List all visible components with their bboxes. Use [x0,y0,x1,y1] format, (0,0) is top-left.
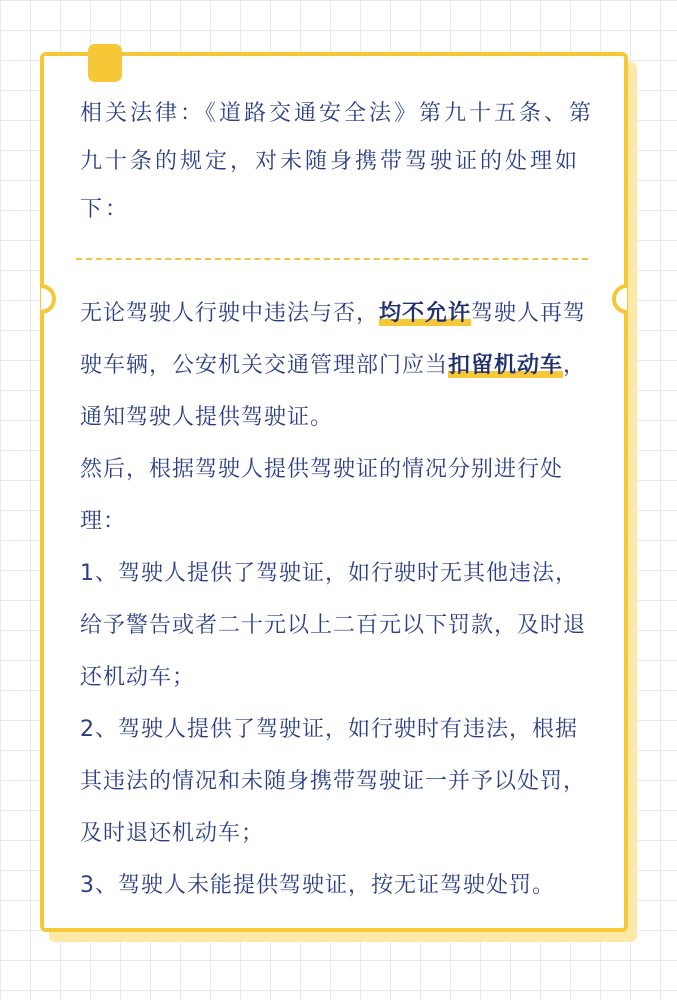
card-notch-right [612,284,642,314]
list-item-3: 3、驾驶人未能提供驾驶证，按无证驾驶处罚。 [80,873,555,898]
card-tab [88,44,122,82]
rule-text-post: ，通知驾驶人提供驾驶证。 [80,353,587,430]
law-intro: 相关法律：《道路交通安全法》第九十五条、第九十条的规定，对未随身携带驾驶证的处理如下： [80,101,595,222]
card-notch-left [26,284,56,314]
list-item-1: 1、驾驶人提供了驾驶证，如行驶时无其他违法，给予警告或者二十元以上二百元以下罚款，及时退还机动车； [80,561,587,690]
handling-text [80,288,600,912]
dashed-divider [76,258,588,260]
list-item-2: 2、驾驶人提供了驾驶证，如行驶时有违法，根据其违法的情况和未随身携带驾驶证一并予以处罚，及时退还机动车； [80,717,587,846]
rule-paragraph [80,288,600,444]
rule-text-pre: 无论驾驶人行驶中违法与否， [80,301,380,326]
highlight-not-allowed: 均不允许 [379,301,472,326]
rule-text-mid: 驾驶人再驾驶车辆，公安机关交通管理部门应当 [80,301,587,378]
then-paragraph: 然后，根据驾驶人提供驾驶证的情况分别进行处理： [80,457,564,534]
highlight-detain-vehicle: 扣留机动车 [448,353,564,378]
